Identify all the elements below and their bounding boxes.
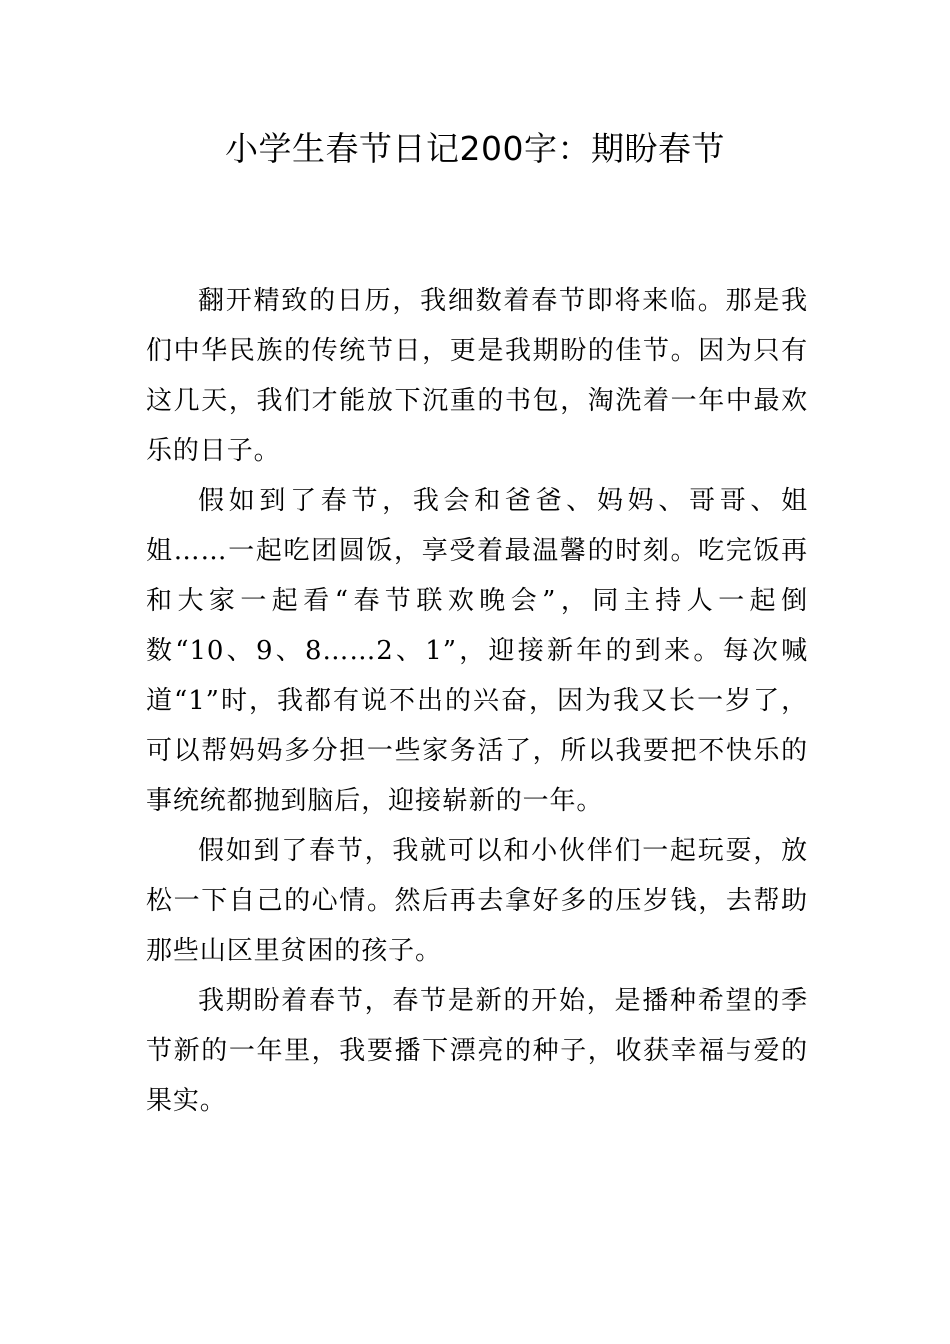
paragraph-2: 假如到了春节，我会和爸爸、妈妈、哥哥、姐姐……一起吃团圆饭，享受着最温馨的时刻。吃完饭再和大家一起看“春节联欢晚会”，同主持人一起倒数“10、9、8……2、1”，迎接新年的到来。每次喊道“1”时，我都有说不出的兴奋，因为我又长一岁了，可以帮妈妈多分担一些家务活了，所以我要把不快乐的事统统都抛到脑后，迎接崭新的一年。	[146, 486, 808, 816]
paragraph-1: 翻开精致的日历，我细数着春节即将来临。那是我们中华民族的传统节日，更是我期盼的佳节。因为只有这几天，我们才能放下沉重的书包，淘洗着一年中最欢乐的日子。	[146, 286, 808, 466]
paragraph-3: 假如到了春节，我就可以和小伙伴们一起玩耍，放松一下自己的心情。然后再去拿好多的压岁钱，去帮助那些山区里贫困的孩子。	[146, 836, 808, 966]
paragraph-4: 我期盼着春节，春节是新的开始，是播种希望的季节新的一年里，我要播下漂亮的种子，收获幸福与爱的果实。	[146, 986, 808, 1116]
document-title: 小学生春节日记200字：期盼春节	[225, 129, 725, 168]
document-body	[146, 276, 808, 1126]
